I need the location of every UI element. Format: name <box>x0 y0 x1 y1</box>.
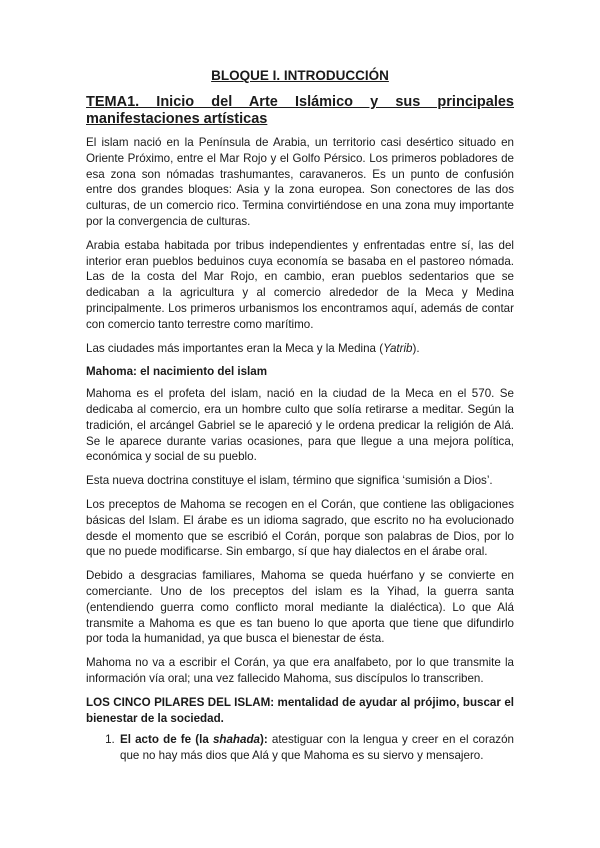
list-item-1-bold-pre: El acto de fe (la <box>120 733 213 747</box>
tema-title-line2: manifestaciones artísticas <box>86 111 268 127</box>
paragraph-yihad: Debido a desgracias familiares, Mahoma se queda huérfano y se convierte en comerciante. Uno de los preceptos del islam es la Yihad, la guerra santa (entendiendo guerra como conflicto moral mediante la dialéctica). Lo que Alá transmite a Mahoma es que es tan bueno lo que aporta que tiene que difundirlo por toda la humanidad, ya que busca el bienestar de ésta. <box>86 569 514 646</box>
paragraph-arabia-origin: El islam nació en la Península de Arabia, un territorio casi desértico situado en Oriente Próximo, entre el Mar Rojo y el Golfo Pérsico. Los primeros pobladores de esa zona son nómadas trashumantes, caravaneros. Es un punto de confusión entre dos grandes bloques: Asia y la zona europea. Son conectores de las dos culturas, de un comercio rico. Termina convirtiéndose en una zona muy importante por la convergencia de culturas. <box>86 136 514 228</box>
cities-text-post: ). <box>412 341 420 355</box>
cities-text-pre: Las ciudades más importantes eran la Meca y la Medina ( <box>86 341 384 355</box>
paragraph-cities <box>86 341 514 357</box>
list-item-1-text: atestiguar con la lengua y creer en el corazón que no hay más dios que Alá y que Mahoma es su siervo y mensajero. <box>120 733 514 763</box>
block-title: BLOQUE I. INTRODUCCIÓN <box>211 68 389 83</box>
tema-title <box>86 94 514 128</box>
cities-text-italic: Yatrib <box>383 341 413 355</box>
paragraph-tribes: Arabia estaba habitada por tribus independientes y enfrentadas entre sí, las del interior eran pueblos beduinos cuya economía se basaba en el pastoreo nómada. Las de la costa del Mar Rojo, en cambio, eran pueblos sedentarios que se dedicaban a la agricultura y al comercio alrededor de la Meca y Medina principalmente. Los primeros urbanismos los encontramos aquí, además de contar con comercio tanto terrestre como marítimo. <box>86 238 514 331</box>
paragraph-coran: Los preceptos de Mahoma se recogen en el Corán, que contiene las obligaciones básicas del Islam. El árabe es un idioma sagrado, que escrito no ha evolucionado desde el momento que se escribió el Corán, porque son palabras de Dios, por lo que no puede modificarse. Sin embargo, sí que hay dialectos en el árabe oral. <box>86 497 514 559</box>
list-item <box>118 732 514 764</box>
document-page <box>86 68 514 764</box>
list-item-1-bold-post: ): <box>260 733 268 747</box>
paragraph-doctrine: Esta nueva doctrina constituye el islam, término que significa ‘sumisión a Dios’. <box>86 474 493 488</box>
paragraph-oral-transmission: Mahoma no va a escribir el Corán, ya que era analfabeto, por lo que transmite la información vía oral; una vez fallecido Mahoma, sus discípulos lo transcriben. <box>86 656 514 685</box>
paragraph-mahoma-prophet: Mahoma es el profeta del islam, nació en la ciudad de la Meca en el 570. Se dedicaba al comercio, era un hombre culto que solía retirarse a meditar. Según la tradición, el arcángel Gabriel se le apareció y le ordena predicar la religión de Alá. Se le aparece durante varias ocasiones, para que llegue a una mejora política, económica y social de su pueblo. <box>86 387 514 464</box>
section-heading-pilares: LOS CINCO PILARES DEL ISLAM: mentalidad de ayudar al prójimo, buscar el bienestar de la sociedad. <box>86 695 514 725</box>
section-heading-mahoma: Mahoma: el nacimiento del islam <box>86 365 268 379</box>
list-item-1-bold-italic: shahada <box>212 733 260 747</box>
pilares-list <box>86 732 514 764</box>
tema-title-line1: TEMA1. Inicio del Arte Islámico y sus principales <box>86 94 514 110</box>
